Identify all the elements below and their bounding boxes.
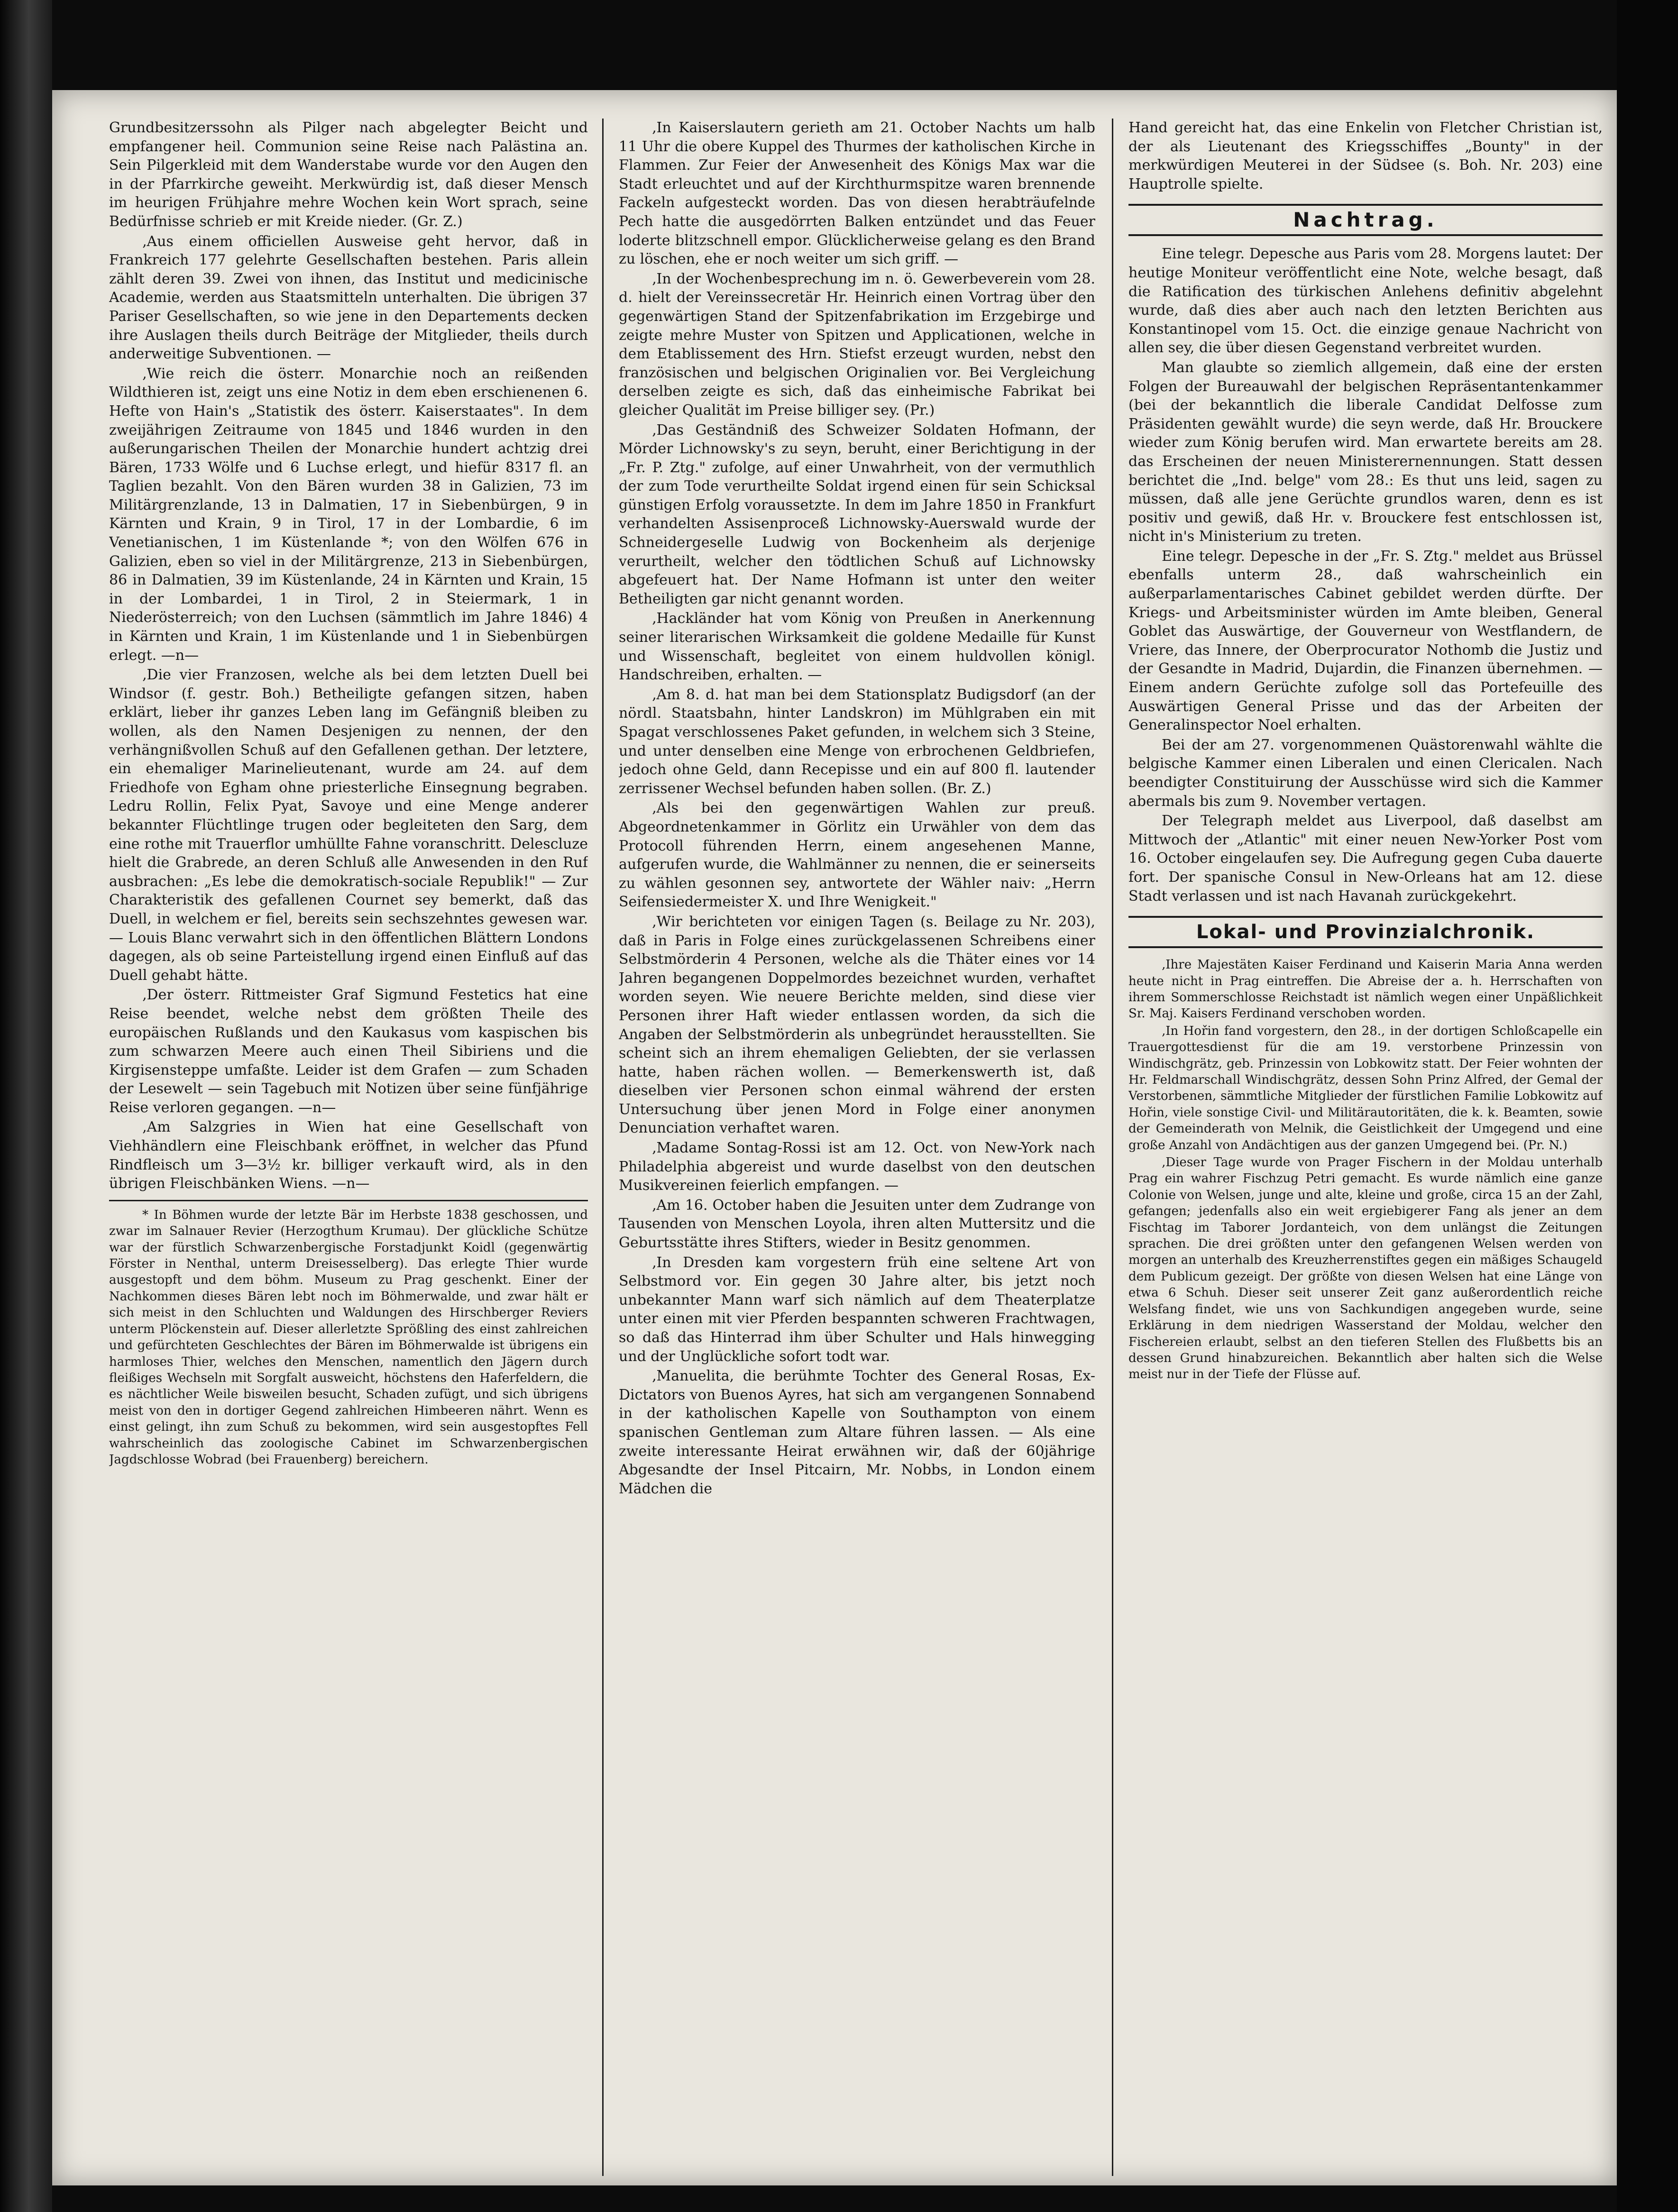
article-horin-funeral: ‚In Hořin fand vorgestern, den 28., in der dortigen Schloßcapelle ein Trauergottesdienst für die am 19. verstorbene Prinzessin von Windischgrätz, geb. Prinzessin von Lobkowitz statt. Der Feier wohnten der Hr. Feldmarschall Windischgrätz, dessen Sohn Prinz Alfred, der Gemal der Verstorbenen, sämmtliche Mitglieder der fürstlichen Familie Lobkowitz auf Hořin, viele sonstige Civil- und Militärautoritäten, die k. k. Beamten, sowie der Gemeinderath von Melnik, die Geistlichkeit der Umgegend und eine große Anzahl von Andächtigen aus der ganzen Umgegend bei. (Pr. N.) bbox=[1128, 1024, 1603, 1152]
footnote-divider bbox=[109, 1200, 588, 1201]
scan-left-edge bbox=[0, 0, 52, 2212]
column-3 bbox=[1128, 119, 1603, 2176]
article-dresden: ‚In Dresden kam vorgestern früh eine seltene Art von Selbstmord vor. Ein gegen 30 Jahre alter, bis jetzt noch unbekannter Mann warf sich nämlich auf dem Theaterplatze unter einen mit vier Pferden bespannten schweren Frachtwagen, so daß das Hinterrad ihm über Schulter und Hals hinwegging und der Unglückliche sofort todt war. bbox=[619, 1254, 1095, 1365]
newspaper-page bbox=[52, 90, 1617, 2185]
article-lace-fabrication: ‚In der Wochenbesprechung im n. ö. Gewerbeverein vom 28. d. hielt der Vereinssecretär Hr. Heinrich einen Vortrag über den gegenwärtigen Stand der Spitzenfabrikation im Erzgebirge und zeigte mehre Muster von Spitzen und Applicationen, welche in dem Etablissement des Hrn. Stiefst erzeugt wurden, nebst den französischen und belgischen Originalien vor. Bei Vergleichung derselben zeigte es sich, daß das einheimische Fabrikat bei gleicher Qualität im Preise billiger sey. (Pr.) bbox=[619, 270, 1095, 419]
article-moldau-fish: ‚Dieser Tage wurde von Prager Fischern in der Moldau unterhalb Prag ein wahrer Fischzug Petri gemacht. Es wurde nämlich eine ganze Colonie von Welsen, junge und alte, kleine und große, circa 15 an der Zahl, gefangen; jedenfalls also ein weit ergiebigerer Fang als jener an dem Fischtag im Taborer Jordanteich, von dem unlängst die Zeitungen sprachen. Die drei größten unter den gefangenen Welsen werden von morgen an unterhalb des Kreuzherrenstiftes gegen ein mäßiges Schaugeld dem Publicum gezeigt. Der größte von diesen Welsen hat eine Länge von etwa 6 Schuh. Dieser seit unserer Zeit ganz außerordentlich reiche Welsfang findet, wie uns von Sachkundigen angegeben wurde, seine Erklärung in dem niedrigen Wasserstand der Moldau, welcher den Fischereien erlaubt, selbst an den tieferen Stellen des Flußbetts bis an dessen Grund hinabzureichen. Bekanntlich aber halten sich die Welse meist nur in der Tiefe der Flüsse auf. bbox=[1128, 1155, 1603, 1382]
column-2 bbox=[619, 119, 1095, 2176]
column-1 bbox=[109, 119, 588, 2176]
article-paris-arrest: ‚Wir berichteten vor einigen Tagen (s. Beilage zu Nr. 203), daß in Paris in Folge eines zurückgelassenen Schreibens einer Selbstmörderin 4 Personen, welche als die Thäter eines vor 14 Jahren begangenen Doppelmordes bezeichnet wurden, verhaftet worden seyen. Wie neuere Berichte melden, sind diese vier Personen ihrer Haft wieder entlassen worden, da sich die Angaben der Selbstmörderin als unbegründet herausstellten. Sie scheint sich an ihrem ehemaligen Geliebten, der sie verlassen hatte, haben rächen wollen. — Bemerkenswerth ist, daß dieselben vier Personen schon einmal während der ersten Untersuchung über jenen Mord in Folge einer anonymen Denunciation verhaftet waren. bbox=[619, 913, 1095, 1137]
article-duel-windsor: ‚Die vier Franzosen, welche als bei dem letzten Duell bei Windsor (f. gestr. Boh.) Betheiligte gefangen sitzen, haben erklärt, lieber ihr ganzes Leben lang im Gefängniß bleiben zu wollen, als den Namen Desjenigen zu nennen, der den verhängnißvollen Schuß auf den Gefallenen gethan. Der letztere, ein ehemaliger Marinelieutenant, wurde am 24. auf dem Friedhofe von Egham ohne priesterliche Einsegnung begraben. Ledru Rollin, Felix Pyat, Savoye und eine Menge anderer bekannter Flüchtlinge trugen oder begleiteten den Sarg, dem eine rothe mit Trauerflor umhüllte Fahne voranschritt. Delescluze hielt die Grabrede, an deren Schluß alle Anwesenden in den Ruf ausbrachen: „Es lebe die demokratisch-sociale Republik!" — Zur Charakteristik des gefallenen Cournet sey bemerkt, daß das Duell, in welchem er fiel, bereits sein sechszehntes gewesen war. — Louis Blanc verwahrt sich in den öffentlichen Blättern Londons dagegen, als ob seine Parteistellung irgend einen Einfluß auf das Duell gehabt hätte. bbox=[109, 667, 588, 984]
article-brussels-cabinet: Eine telegr. Depesche in der „Fr. S. Ztg." meldet aus Brüssel ebenfalls unterm 28., daß wahrscheinlich ein außerparlamentarisches Cabinet gebildet werden dürfte. Der Kriegs- und Arbeitsminister würden im Amte bleiben, General Goblet das Auswärtige, der Gouverneur von Westflandern, de Vriere, das Innere, der Oberprocurator Nothomb die Justiz und der Gesandte in Madrid, Dujardin, die Finanzen übernehmen. — Einem andern Gerüchte zufolge soll das Portefeuille des Auswärtigen General Prisse und das der Arbeiten der Generalinspector Noel erhalten. bbox=[1128, 548, 1603, 734]
section-heading-lokal: Lokal- und Provinzialchronik. bbox=[1128, 916, 1603, 948]
article-hofmann: ‚Das Geständniß des Schweizer Soldaten Hofmann, der Mörder Lichnowsky's zu seyn, beruht, einer Berichtigung in der „Fr. P. Ztg." zufolge, auf einer Unwahrheit, von der vermuthlich der zum Tode verurtheilte Soldat irgend einen für sein Schicksal günstigen Erfolg voraussetzte. In dem im Jahre 1850 in Frankfurt verhandelten Assisenproceß Lichnowsky-Auerswald wurde der Schneidergeselle Ludwig von Bockenheim als derjenige verurtheilt, welcher den tödtlichen Schuß auf Lichnowsky abgefeuert hat. Der Name Hofmann ist unter den weiter Betheiligten gar nicht genannt worden. bbox=[619, 421, 1095, 607]
column-rule-1 bbox=[602, 119, 604, 2176]
column-rule-2 bbox=[1112, 119, 1113, 2176]
article-paris-depesche: Eine telegr. Depesche aus Paris vom 28. Morgens lautet: Der heutige Moniteur veröffentlicht eine Note, welche besagt, daß die Ratification des türkischen Anlehens definitiv abgelehnt wurde, daß dies aber auch nach den letzten Berichten aus Konstantinopel vom 15. Oct. die einzige genaue Nachricht von allen sey, die über diesen Gegenstand verbreitet wurden. bbox=[1128, 246, 1603, 356]
article-budigsdorf: ‚Am 8. d. hat man bei dem Stationsplatz Budigsdorf (an der nördl. Staatsbahn, hinter Landskron) im Mühlgraben ein mit Spagat verschlossenes Paket gefunden, in welchem sich 3 Steine, und unter denselben eine Menge von erbrochenen Geldbriefen, jedoch ohne Geld, dann Recepisse und ein auf 800 fl. lautender zerrissener Wechsel befunden haben sollen. (Br. Z.) bbox=[619, 686, 1095, 797]
article-festetics: ‚Der österr. Rittmeister Graf Sigmund Festetics hat eine Reise beendet, welche nebst dem größten Theile des europäischen Rußlands und den Kaukasus vom kaspischen bis zum schwarzen Meere auch einen Theil Sibiriens und die Kirgisensteppe umfaßte. Leider ist dem Grafen — zum Schaden der Lesewelt — sein Tagebuch mit Notizen über seine fünfjährige Reise verloren gegangen. —n— bbox=[109, 987, 588, 1116]
article-manuelita: ‚Manuelita, die berühmte Tochter des General Rosas, Ex-Dictators von Buenos Ayres, hat sich am vergangenen Sonnabend in der katholischen Kapelle von Southampton von einem spanischen Gentleman zum Altare führen lassen. — Als eine zweite interessante Heirat erwähnen wir, daß der 60jährige Abgesandte der Insel Pitcairn, Mr. Nobbs, in London einem Mädchen die bbox=[619, 1368, 1095, 1497]
article-sontag: ‚Madame Sontag-Rossi ist am 12. Oct. von New-York nach Philadelphia abgereist und wurde daselbst von den deutschen Musikvereinen feierlich empfangen. — bbox=[619, 1140, 1095, 1194]
article-hacklaender: ‚Hackländer hat vom König von Preußen in Anerkennung seiner literarischen Wirksamkeit die goldene Medaille für Kunst und Wissenschaft, begleitet von einem huldvollen königl. Handschreiben, erhalten. — bbox=[619, 610, 1095, 684]
article-meat-shop: ‚Am Salzgries in Wien hat eine Gesellschaft von Viehhändlern eine Fleischbank eröffnet, in welcher das Pfund Rindfleisch um 3—3½ kr. billiger verkauft wird, als in den übrigen Fleischbänken Wiens. —n— bbox=[109, 1119, 588, 1192]
article-liverpool-telegraph: Der Telegraph meldet aus Liverpool, daß daselbst am Mittwoch der „Atlantic" mit einer neuen New-Yorker Post vom 16. October eingelaufen sey. Die Aufregung gegen Cuba dauerte fort. Der spanische Consul in New-Orleans hat am 12. diese Stadt verlassen und ist nach Havanah zurückgekehrt. bbox=[1128, 813, 1603, 905]
article-goerlitz: ‚Als bei den gegenwärtigen Wahlen zur preuß. Abgeordnetenkammer in Görlitz ein Urwähler von dem das Protocoll führenden Herrn, einem angesehenen Manne, aufgerufen wurde, die Wahlmänner zu nennen, die er seinerseits zu wählen gesonnen sey, antwortete der Wähler naiv: „Herrn Seifensiedermeister X. und Ihre Wenigkeit." bbox=[619, 800, 1095, 911]
article-emperor-ferdinand: ‚Ihre Majestäten Kaiser Ferdinand und Kaiserin Maria Anna werden heute nicht in Prag eintreffen. Die Abreise der a. h. Herrschaften von ihrem Sommerschlosse Reichstadt ist nämlich wegen einer Unpäßlichkeit Sr. Maj. Kaisers Ferdinand verschoben worden. bbox=[1128, 958, 1603, 1021]
article-french-societies: ‚Aus einem officiellen Ausweise geht hervor, daß in Frankreich 177 gelehrte Gesellschaften bestehen. Paris allein zählt deren 39. Zwei von ihnen, das Institut und medicinische Academie, werden aus Staatsmitteln unterhalten. Die übrigen 37 Pariser Gesellschaften, so wie jene in den Departements decken ihre Auslagen theils durch Beiträge der Mitglieder, theils durch anderweitige Subventionen. — bbox=[109, 233, 588, 363]
section-heading-nachtrag: Nachtrag. bbox=[1128, 204, 1603, 236]
scan-right-edge bbox=[1617, 0, 1678, 2212]
article-jesuits: ‚Am 16. October haben die Jesuiten unter dem Zudrange von Tausenden von Menschen Loyola, ihren alten Muttersitz und die Geburtsstätte ihres Stifters, wieder in Besitz genommen. bbox=[619, 1197, 1095, 1252]
article-pilgrim: Grundbesitzerssohn als Pilger nach abgelegter Beicht und empfangener heil. Communion seine Reise nach Palästina an. Sein Pilgerkleid mit dem Wanderstabe wurde vor den Augen den in der Pfarrkirche geweiht. Merkwürdig ist, daß dieser Mensch im heurigen Frühjahre mehre Wochen kein Wort sprach, seine Bedürfnisse schrieb er mit Kreide nieder. (Gr. Z.) bbox=[109, 119, 588, 230]
article-belgian-chamber: Man glaubte so ziemlich allgemein, daß eine der ersten Folgen der Bureauwahl der belgischen Repräsentantenkammer (bei der bekanntlich die liberale Candidat Delfosse zum Präsidenten gewählt wurde) die seyn werde, daß Hr. Brouckere wieder zum König berufen wird. Man erwartete bereits am 28. das Erscheinen der neuen Ministerernennungen. Statt dessen berichtet die „Ind. belge" vom 28.: Es thut uns leid, sagen zu müssen, daß alle jene Gerüchte grundlos waren, denn es ist positiv und gewiß, daß Hr. v. Brouckere fest entschlossen ist, nicht in's Ministerium zu treten. bbox=[1128, 359, 1603, 545]
footnote-bear: * In Böhmen wurde der letzte Bär im Herbste 1838 geschossen, und zwar im Salnauer Revier (Herzogthum Krumau). Der glückliche Schütze war der fürstlich Schwarzenbergische Forstadjunkt Koidl (gegenwärtig Förster in Nenthal, unterm Dreisesselberg). Das erlegte Thier wurde ausgestopft und dem böhm. Museum zu Prag geschenkt. Einer der Nachkommen dieses Bären lebt noch im Böhmerwalde, und zwar hält er sich meist in den Schluchten und Waldungen des Hirschberger Reviers unterm Plöckenstein auf. Dieser allerletzte Sprößling des einst zahlreichen und gefürchteten Geschlechtes der Bären im Böhmerwalde ist übrigens ein harmloses Thier, welches den Menschen, namentlich den Jägern durch fleißiges Wechseln mit Sorgfalt ausweicht, höchstens den Haferfeldern, die es nächtlicher Weile bisweilen besucht, Schaden zufügt, und sich übrigens meist von den in dortiger Gegend zahlreichen Himbeeren nährt. Wenn es einst gelingt, ihn zum Schuß zu bekommen, wird sein ausgestopftes Fell wahrscheinlich das zoologische Cabinet im Schwarzenbergischen Jagdschlosse Wobrad (bei Frauenberg) bereichern. bbox=[109, 1207, 588, 1467]
article-wild-animals: ‚Wie reich die österr. Monarchie noch an reißenden Wildthieren ist, zeigt uns eine Notiz in dem eben erschienenen 6. Hefte von Hain's „Statistik des österr. Kaiserstaates". In dem zweijährigen Zeitraume von 1845 und 1846 wurden in den außerungarischen Theilen der Monarchie hundert achtzig drei Bären, 1733 Wölfe und 6 Luchse erlegt, und hiefür 8317 fl. an Taglien bezahlt. Von den Bären wurden 38 in Galizien, 73 im Militärgrenzlande, 13 in Dalmatien, 17 in Siebenbürgen, 9 in Kärnten und Krain, 9 in Tirol, 17 in der Lombardie, 6 im Venetianischen, 1 im Küstenlande *; von den Wölfen 676 in Galizien, eben so viel in der Militärgrenze, 213 in Siebenbürgen, 86 in Dalmatien, 39 im Küstenlande, 24 in Kärnten und Krain, 15 in der Lombardei, 1 in Tirol, 2 in Steiermark, 1 in Niederösterreich; von den Luchsen (sämmtlich im Jahre 1846) 4 in Kärnten und Krain, 1 im Küstenlande und 1 in Siebenbürgen erlegt. —n— bbox=[109, 365, 588, 664]
article-quaestor-election: Bei der am 27. vorgenommenen Quästorenwahl wählte die belgische Kammer einen Liberalen und einen Clericalen. Nach beendigter Constituirung der Ausschüsse wird sich die Kammer abermals bis zum 9. November vertagen. bbox=[1128, 736, 1603, 810]
article-kaiserslautern: ‚In Kaiserslautern gerieth am 21. October Nachts um halb 11 Uhr die obere Kuppel des Thurmes der katholischen Kirche in Flammen. Zur Feier der Anwesenheit des Königs Max war die Stadt erleuchtet und auf der Kirchthurmspitze waren brennende Fackeln aufgesteckt worden. Das von diesen herabträufelnde Pech hatte die ausgedörrten Balken entzündet und das Feuer loderte blitzschnell empor. Glücklicherweise gelang es den Brand zu löschen, ehe er noch weiter um sich griff. — bbox=[619, 119, 1095, 268]
article-manuelita-continued: Hand gereicht hat, das eine Enkelin von Fletcher Christian ist, der als Lieutenant des Kriegsschiffes „Bounty" in der merkwürdigen Meuterei in der Südsee (s. Boh. Nr. 203) eine Hauptrolle spielte. bbox=[1128, 119, 1603, 192]
